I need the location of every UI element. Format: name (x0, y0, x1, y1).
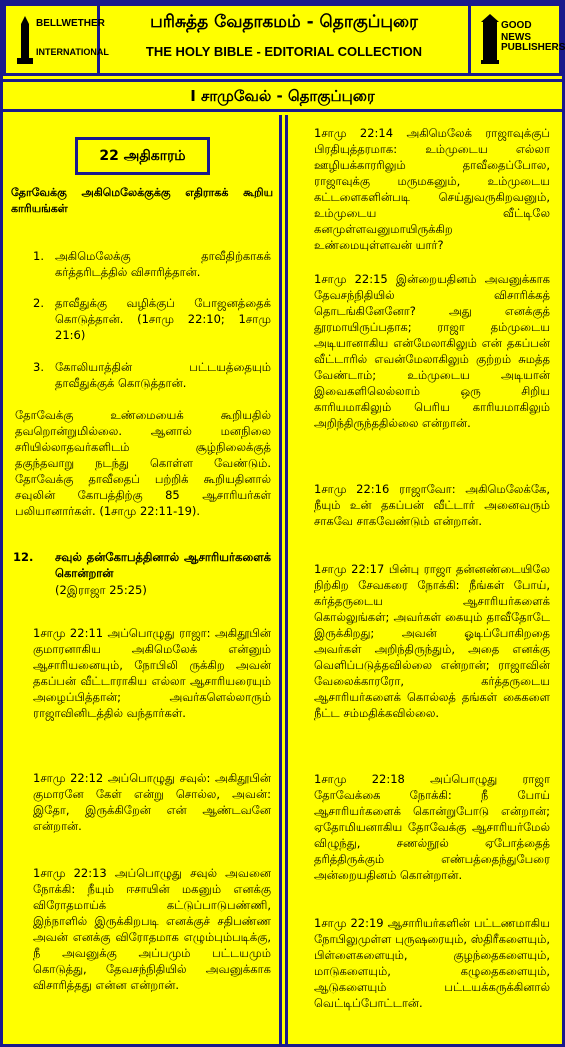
point-3-text: கோலியாத்தின் பட்டயத்தையும் தாவீதுக்குக் கொடுத்தான். (55, 360, 271, 390)
verse-22-12: 1சாமு 22:12 அப்பொழுது சவுல்: அகிதூபின் குமாரனே கேள் என்று சொல்ல, அவன்: இதோ, இருக்கிறேன் என் ஆண்டவனே என்றான். (33, 771, 271, 833)
right-column (285, 115, 565, 1044)
verse-22-14: 1சாமு 22:14 அகிமெலேக் ராஜாவுக்குப் பிரதியுத்தரமாக: உம்முடைய எல்லா ஊழியக்காரரிலும் தாவீதைப்போல, ராஜாவுக்கு மருமகனும், உம்முடைய கட்டளைகளின்படி செய்துவருகிறவனும், உம்முடைய வீட்டிலே கனமுள்ளவனுமாயிருக்கிற உண்மையுள்ளவன் யார்? (314, 126, 550, 252)
title-box (100, 3, 468, 76)
section-heading: தோவேக்கு அகிமெலேக்குக்கு எதிராகக் கூறிய காரியங்கள் (11, 186, 273, 215)
verse-22-13: 1சாமு 22:13 அப்பொழுது சவுல் அவனை நோக்கி: நீயும் ஈசாயின் மகனும் எனக்கு விரோதமாய்க் கட்டுப்பாடுபண்ணி, இந்நாளில் இருக்கிறபடி எனக்குச் சதிபண்ண அவன் எனக்கு விரோதமாக எழும்பும்படிக்கு, நீ அவனுக்கு அப்பமும் பட்டயமும் கொடுத்து, தேவசந்நிதியில் அவனுக்காக விசாரித்தது என்ன என்றான். (33, 866, 271, 992)
title-tamil: பரிசுத்த வேதாகமம் - தொகுப்புரை (150, 12, 418, 32)
verse-22-19: 1சாமு 22:19 ஆசாரியர்களின் பட்டணமாகிய நோபிலுமுள்ள புருஷரையும், ஸ்திரீகளையும், பிள்ளைகளையும், குழந்தைகளையும், மாடுகளையும், கழுதைகளையும், ஆடுகளையும் பட்டயக்கருக்கினால் வெட்டிப்போட்டான். (314, 916, 550, 1010)
point-2-number: 2. (33, 296, 44, 310)
logo-left-line2: INTERNATIONAL (36, 47, 109, 57)
summary-paragraph: தோவேக்கு உண்மையைக் கூறியதில் தவறொன்றுமில்லை. ஆனால் மனநிலை சரியில்லாதவர்களிடம் சூழ்நிலைக்குத் தகுந்தவாறு நடந்து கொள்ள வேண்டும். தோவேக்கு தாவீதைப் பற்றிக் கூறியதினால் சவுலின் கோபத்திற்கு 85 ஆசாரியர்கள் பலியானார்கள். (1சாமு 22:11-19). (15, 408, 271, 518)
point-2-text: தாவீதுக்கு வழிக்குப் போஜனத்தைக் கொடுத்தான். (1சாமு 22:10; 1சாமு 21:6) (55, 296, 271, 342)
logo-right-line1: GOOD NEWS (501, 20, 532, 43)
building-icon (479, 14, 501, 66)
chapter-label: 22 அதிகாரம் (75, 137, 210, 175)
title-english: THE HOLY BIBLE - EDITORIAL COLLECTION (145, 44, 423, 59)
logo-left-line1: BELLWETHER (36, 18, 105, 29)
verse-22-11: 1சாமு 22:11 அப்பொழுது ராஜா: அகிதூபின் குமாரனாகிய அகிமெலேக் என்னும் ஆசாரியனையும், நோபிலி ருக்கிற அவன் தகப்பன் வீட்டாராகிய எல்லா ஆசாரியரையும் அழைப்பித்தான்; அவர்களெல்லாரும் ராஜாவினிடத்தில் வந்தார்கள். (33, 626, 271, 720)
left-column (3, 115, 282, 1044)
lighthouse-icon (14, 14, 36, 66)
point-3-number: 3. (33, 360, 44, 374)
good-news-logo (468, 3, 565, 76)
point-12-number: 12. (13, 550, 34, 564)
verse-22-15: 1சாமு 22:15 இன்றையதினம் அவனுக்காக தேவசந்நிதியில் விசாரிக்கத் தொடங்கினேனோ? அது எனக்குத் தூரமாயிருப்பதாக; ராஜா தம்முடைய அடியானாகிய என்மேலாகிலும் என் தகப்பன் வீட்டாரில் எவன்மேலாகிலும் குற்றம் சுமத்த வேண்டாம்; உம்முடைய அடியான் இவைகளிலெல்லாம் ஒரு சிறிய காரியமாகிலும் பெரிய காரியமாகிலும் அறிந்திருந்ததில்லை என்றான். (314, 272, 550, 430)
book-title: I சாமுவேல் - தொகுப்புரை (3, 79, 562, 112)
point-12-ref: (2இராஜா 25:25) (55, 583, 147, 597)
point-1-number: 1. (33, 249, 44, 263)
verse-22-18: 1சாமு 22:18 அப்பொழுது ராஜா தோவேக்கை நோக்கி: நீ போய் ஆசாரியர்களைக் கொன்றுபோடு என்றான்; ஏதோமியனாகிய தோவேக்கு ஆசாரியர்மேல் விழுந்து, சணல்நூல் ஏபோத்தைத் தரித்திருக்கும் எண்பத்தைந்துபேரை அன்றையதினம் கொன்றான். (314, 772, 550, 882)
point-12-heading: சவுல் தன்கோபத்தினால் ஆசாரியர்களைக் கொன்றான் (55, 550, 271, 580)
point-1-text: அகிமெலேக்கு தாவீதிற்காகக் கர்த்தரிடத்தில் விசாரித்தான். (55, 249, 271, 279)
header (3, 3, 565, 79)
verse-22-16: 1சாமு 22:16 ராஜாவோ: அகிமெலேக்கே, நீயும் உன் தகப்பன் வீட்டார் அனைவரும் சாகவே சாகவேண்டும் என்றான். (314, 482, 550, 528)
verse-22-17: 1சாமு 22:17 பின்பு ராஜா தன்னண்டையிலே நிற்கிற சேவகரை நோக்கி: நீங்கள் போய், கர்த்தருடைய ஆசாரியர்களைக் கொல்லுங்கள்; அவர்கள் கையும் தாவீதோடே இருக்கிறது; அவன் ஓடிப்போகிறதை அவர்கள் அறிந்திருந்தும், அதை எனக்கு வெளிப்படுத்தவில்லை என்றான்; ராஜாவின் வேலைக்காரரோ, கர்த்தருடைய ஆசாரியர்களைக் கொல்லத் தங்கள் கைகளை நீட்ட சம்மதிக்கவில்லை. (314, 562, 550, 720)
logo-right-line2: PUBLISHERS (501, 42, 565, 53)
bellwether-logo (3, 3, 109, 76)
